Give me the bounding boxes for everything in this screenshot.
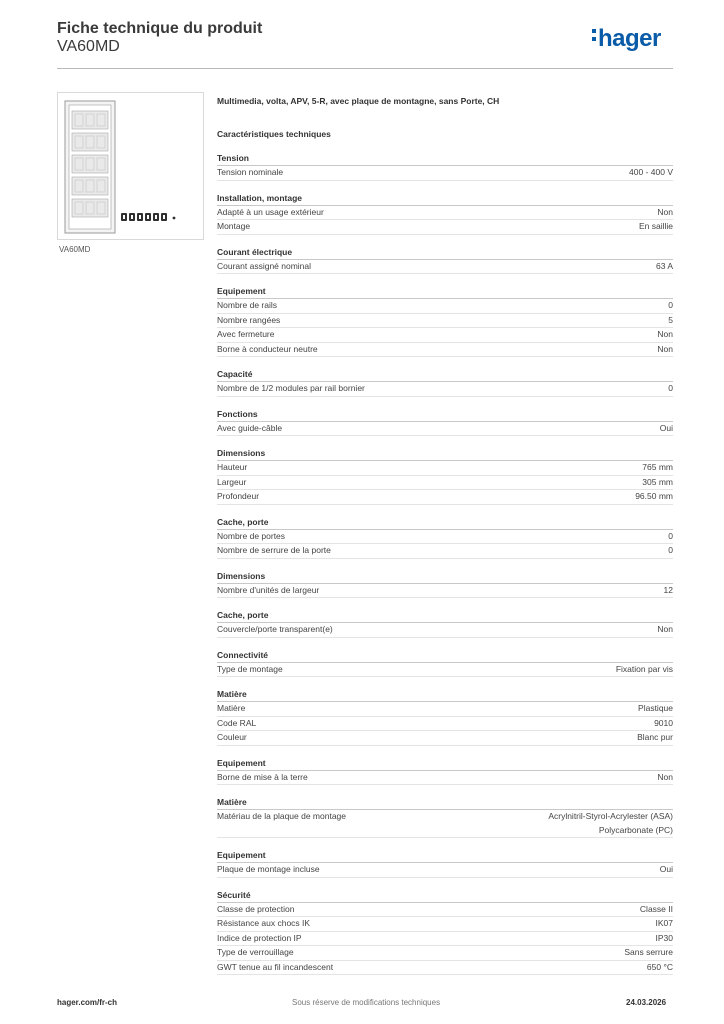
section-title: Connectivité	[217, 648, 673, 663]
spec-row	[217, 946, 673, 961]
section-title: Installation, montage	[217, 191, 673, 206]
spec-row	[217, 206, 673, 221]
spec-value: 765 mm	[642, 462, 673, 472]
spec-row	[217, 863, 673, 878]
spec-value: 63 A	[655, 260, 673, 271]
spec-value: Acrylnitril-Styrol-Acrylester (ASA) Polycarbonate (PC)	[548, 811, 673, 835]
section-title: Sécurité	[217, 888, 673, 903]
section-title: Equipement	[217, 848, 673, 863]
spec-row	[217, 166, 673, 181]
spec-value: Plastique	[638, 703, 673, 713]
spec-value: Non	[657, 343, 673, 354]
spec-value: 12	[663, 584, 673, 595]
spec-value: Non	[657, 771, 673, 782]
spec-section	[217, 245, 673, 275]
spec-section	[217, 608, 673, 638]
spec-value: Non	[657, 206, 673, 217]
spec-section	[217, 191, 673, 235]
footer-date: 24.03.2026	[626, 998, 667, 1007]
spec-value: 5	[668, 314, 673, 325]
spec-label: Borne à conducteur neutre	[217, 343, 318, 354]
spec-label: Nombre de rails	[217, 300, 277, 310]
spec-section	[217, 284, 673, 357]
spec-label: Matériau de la plaque de montage	[217, 811, 347, 821]
section-title: Dimensions	[217, 569, 673, 584]
spec-value: 96.50 mm	[635, 491, 673, 501]
spec-row	[217, 544, 673, 559]
section-title: Capacité	[217, 367, 673, 382]
spec-label: Code RAL	[217, 717, 257, 728]
spec-row	[217, 343, 673, 358]
spec-value: Fixation par vis	[615, 663, 673, 674]
spec-row	[217, 490, 673, 505]
spec-row	[217, 220, 673, 235]
spec-label: Type de montage	[217, 663, 283, 674]
header-divider	[57, 68, 673, 69]
spec-label: Plaque de montage incluse	[217, 864, 320, 874]
hager-logo	[592, 27, 661, 51]
spec-row	[217, 917, 673, 932]
spec-row	[217, 903, 673, 918]
spec-section	[217, 848, 673, 878]
spec-value: Oui	[659, 864, 673, 874]
spec-value: 0	[668, 300, 673, 310]
footer-website: hager.com/fr-ch	[57, 998, 118, 1007]
spec-label: Nombre rangées	[217, 314, 281, 325]
spec-section	[217, 687, 673, 746]
spec-section	[217, 888, 673, 976]
spec-section	[217, 446, 673, 505]
spec-label: Matière	[217, 703, 246, 713]
spec-row	[217, 530, 673, 545]
spec-row	[217, 932, 673, 947]
specs-heading: Caractéristiques techniques	[217, 129, 331, 139]
spec-label: Nombre d'unités de largeur	[217, 584, 320, 595]
spec-row	[217, 717, 673, 732]
spec-value: 0	[668, 530, 673, 541]
spec-value: 650 °C	[646, 961, 673, 972]
spec-sections	[217, 151, 673, 975]
spec-label: Nombre de 1/2 modules par rail bornier	[217, 383, 365, 393]
spec-value: Non	[657, 329, 673, 339]
section-title: Equipement	[217, 284, 673, 299]
product-reference: VA60MD	[57, 38, 120, 55]
spec-row	[217, 476, 673, 491]
section-title: Matière	[217, 687, 673, 702]
product-image	[57, 92, 204, 240]
spec-row	[217, 623, 673, 638]
spec-label: Tension nominale	[217, 167, 284, 177]
spec-label: Borne de mise à la terre	[217, 771, 308, 782]
spec-row	[217, 382, 673, 397]
spec-label: Profondeur	[217, 491, 260, 501]
spec-label: Indice de protection IP	[217, 932, 302, 943]
spec-section	[217, 569, 673, 599]
spec-value: 9010	[654, 717, 673, 728]
spec-row	[217, 328, 673, 343]
logo-text: hager	[598, 25, 661, 52]
spec-value: Non	[657, 624, 673, 634]
spec-section	[217, 367, 673, 397]
spec-label: Courant assigné nominal	[217, 260, 312, 271]
spec-value: Oui	[659, 422, 673, 433]
spec-label: Montage	[217, 221, 251, 231]
section-title: Cache, porte	[217, 608, 673, 623]
spec-label: Classe de protection	[217, 903, 295, 914]
spec-value: 0	[668, 545, 673, 555]
section-title: Dimensions	[217, 446, 673, 461]
spec-section	[217, 407, 673, 437]
section-title: Fonctions	[217, 407, 673, 422]
spec-label: Couvercle/porte transparent(e)	[217, 624, 333, 634]
spec-section	[217, 648, 673, 678]
spec-label: Avec fermeture	[217, 329, 275, 339]
spec-section	[217, 151, 673, 181]
spec-value: 0	[668, 383, 673, 393]
spec-value: Classe II	[639, 903, 673, 914]
spec-row	[217, 810, 673, 838]
spec-label: Couleur	[217, 732, 247, 742]
spec-label: Type de verrouillage	[217, 947, 294, 957]
spec-row	[217, 731, 673, 746]
spec-label: Nombre de portes	[217, 530, 286, 541]
spec-label: Largeur	[217, 476, 247, 487]
spec-row	[217, 314, 673, 329]
image-caption: VA60MD	[59, 245, 91, 254]
spec-value: Sans serrure	[624, 947, 673, 957]
spec-value: 305 mm	[642, 476, 673, 487]
logo-colon-icon	[592, 26, 598, 45]
spec-label: Adapté à un usage extérieur	[217, 206, 324, 217]
spec-value: IK07	[655, 918, 673, 928]
footer-notice: Sous réserve de modifications techniques	[292, 998, 441, 1007]
spec-row	[217, 663, 673, 678]
section-title: Cache, porte	[217, 515, 673, 530]
spec-label: Hauteur	[217, 462, 248, 472]
spec-section	[217, 515, 673, 559]
spec-row	[217, 299, 673, 314]
spec-row	[217, 461, 673, 476]
spec-value: IP30	[655, 932, 673, 943]
spec-label: Nombre de serrure de la porte	[217, 545, 331, 555]
spec-value: En saillie	[638, 221, 673, 231]
product-description: Multimedia, volta, APV, 5-R, avec plaque de montagne, sans Porte, CH	[217, 96, 500, 106]
section-title: Tension	[217, 151, 673, 166]
spec-section	[217, 795, 673, 838]
spec-label: Avec guide-câble	[217, 422, 283, 433]
page-title: Fiche technique du produit	[57, 20, 263, 37]
enclosure-illustration	[58, 93, 203, 239]
spec-section	[217, 756, 673, 786]
spec-label: Résistance aux chocs IK	[217, 918, 311, 928]
spec-row	[217, 260, 673, 275]
spec-row	[217, 961, 673, 976]
section-title: Courant électrique	[217, 245, 673, 260]
section-title: Equipement	[217, 756, 673, 771]
spec-label: GWT tenue au fil incandescent	[217, 961, 334, 972]
spec-row	[217, 702, 673, 717]
section-title: Matière	[217, 795, 673, 810]
spec-row	[217, 771, 673, 786]
spec-value: 400 - 400 V	[629, 167, 673, 177]
spec-content	[217, 96, 673, 985]
spec-row	[217, 584, 673, 599]
spec-row	[217, 422, 673, 437]
spec-value: Blanc pur	[637, 732, 673, 742]
